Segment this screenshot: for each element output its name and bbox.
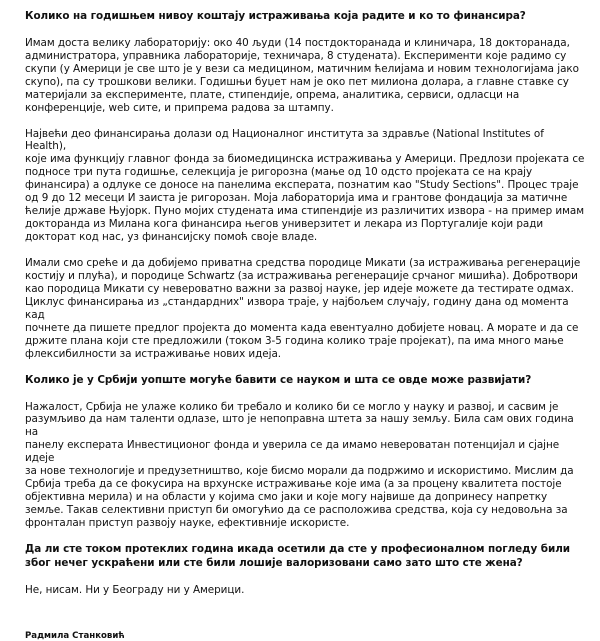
answer-2-paragraph: Нажалост, Србија не улаже колико би требало и колико би се могло у науку и развој, и сасвим је разумљиво да нам таленти одлазе, што је непоправна штета за нашу земљу. Била сам ових година на панелу експерата Инвестиционог фонда и уверила се да имамо невероватан потенцијал и сјајне идеје за нове технологије и предузетништво, које бисмо морали да подржимо и искористимо. Мислим да Србија треба да се фокусира на врхунске истраживање које има (а за процену квалитета постоје објективна мерила) и на области у којима смо јаки и које могу највише да допринесу напретку земље. Такав селективни приступ би омогућио да се расположива средства, која су недовољна за фронталан приступ развоју науке, ефективније искористе. <box>25 400 574 530</box>
answer-1-paragraph-1: Имам доста велику лабораторију: око 40 људи (14 постдокторанада и клиничара, 18 докторанада, администратора, управника лабораторије, техничара, 8 студената). Експерименти које радимо су скупи (у Америци је све што је у вези са медицином, матичним ћелијама и новим технологијама јако скупо), па су трошкови велики. Годишњи буџет нам је око пет милиона долара, а главне ставке су материјали за експерименте, плате, стипендије, опрема, аналитика, сервиси, одласци на конференције, web сите, и припрема радова за штампу. <box>25 36 579 114</box>
answer-1-paragraph-3: Имали смо среће и да добијемо приватна средства породице Микати (за истраживања регенерације костију и плућа), и породице Schwartz (за истраживања регенерације срчаног мишића). Добротвори као породица Микати су невероватно важни за развој науке, јер идеје можете да тестирате одмах. Циклус финансирања из „стандардних" извора траје, у најбољем случају, годину дана од момента кад почнете да пишете предлог пројекта до момента када евентуално добијете новац. А морате и да се држите плана који сте предложили (током 3-5 година колико траје пројекат), па има много мање флексибилности за истраживање нових идеја. <box>25 257 581 360</box>
article <box>25 10 585 641</box>
question-3: Да ли сте током протеклих година икада осетили да сте у професионалном погледу били због нечег ускраћени или сте били лошије валоризовани само зато што сте жена? <box>25 543 570 569</box>
author-signature: Радмила Станковић <box>25 630 125 641</box>
answer-3-paragraph: Не, нисам. Ни у Београду ни у Америци. <box>25 583 245 596</box>
question-1: Колико на годишњем нивоу коштају истраживања која радите и ко то финансира? <box>25 10 526 22</box>
answer-1-paragraph-2: Највећи део финансирања долази од Националног института за здравље (National Institutes of Health), које има функцију главног фонда за биомедицинска истраживања у Америци. Предлози пројеката се подносе три пута годишње, селекција је ригорозна (мање од 10 одсто пројеката се на крају финансира) а одлуке се доносе на панелима експерата, познатим као "Study Sections". Процес траје од 9 до 12 месеци И заиста је ригорозан. Моја лабораторија има и грантове фондација за матичне ћелије државе Њујорк. Пуно мојих студената има стипендије из различитих извора - на пример имам докторанда из Милана кога финансира његов универзитет и лекара из Португалије који ради докторат код нас, уз финансијску помоћ своје владе. <box>25 127 585 244</box>
question-2: Колико је у Србији уопште могуће бавити се науком и шта се овде може развијати? <box>25 373 532 386</box>
